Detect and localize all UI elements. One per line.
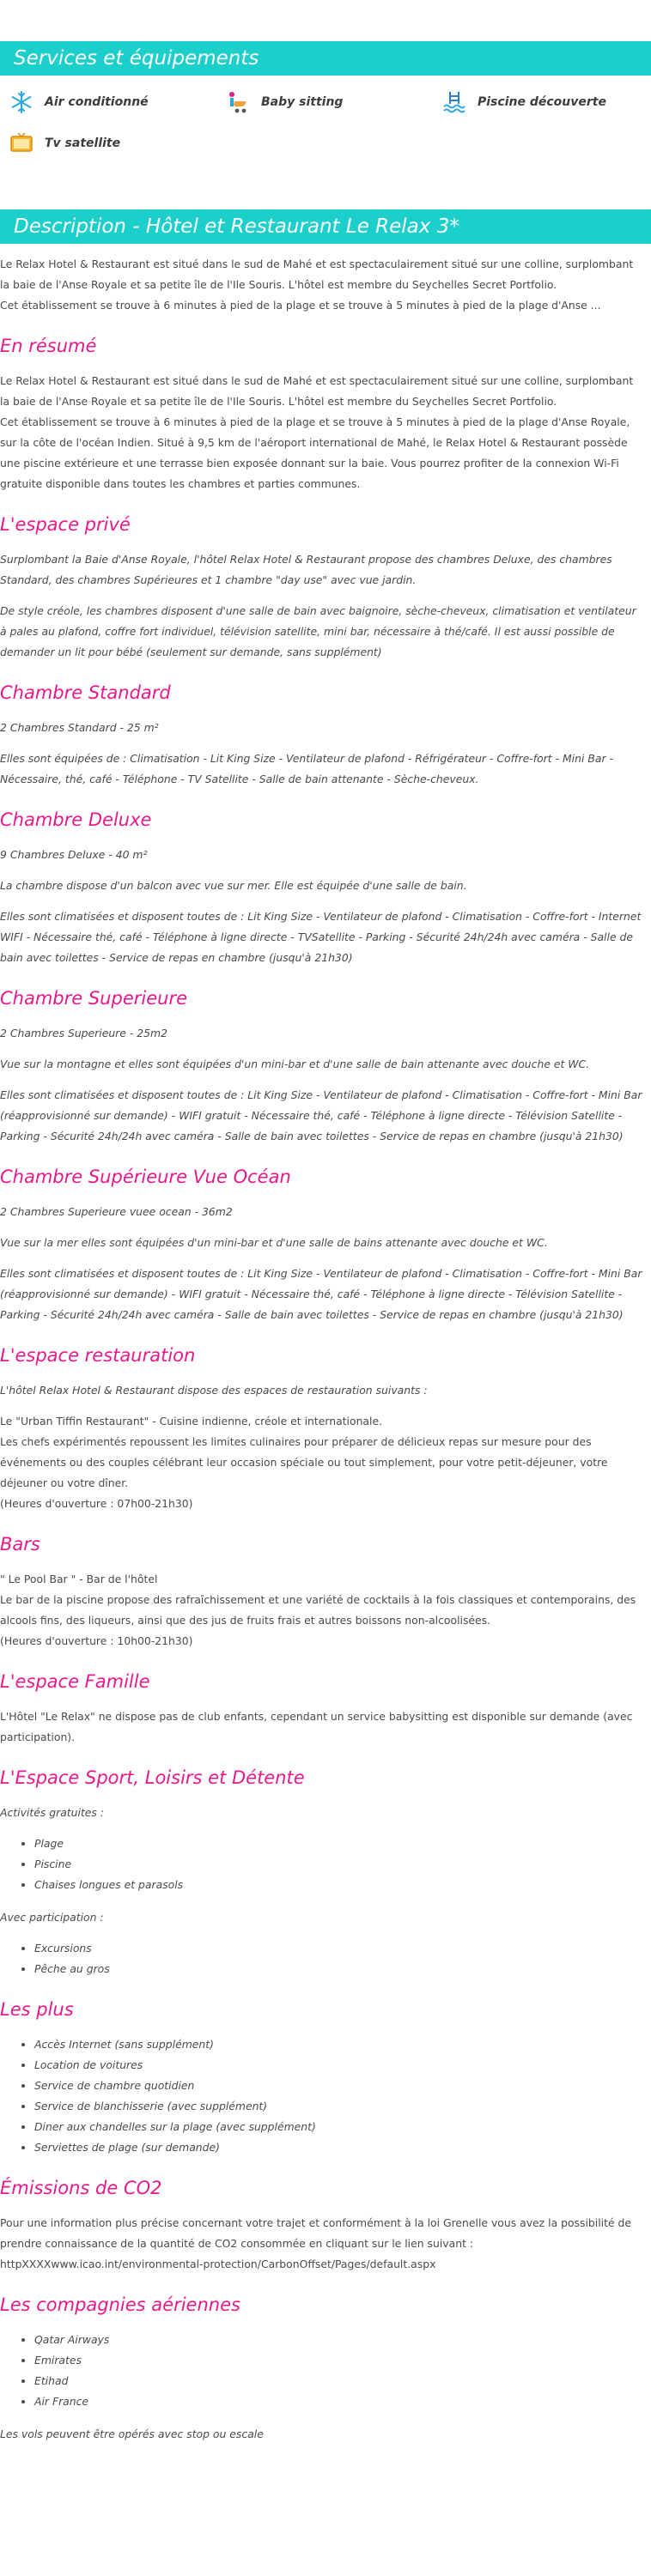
heading-airlines: Les compagnies aériennes <box>0 2294 240 2315</box>
room-equipment: Elles sont équipées de : Climatisation - Lit King Size - Ventilateur de plafond - Réfrigérateur - Coffre-fort - Mini Bar - Nécessaire, thé, café - Téléphone - TV Satellite - Salle de bain attenante - Sèche-cheveux. <box>0 752 613 785</box>
description-intro: Le Relax Hotel & Restaurant est situé dans le sud de Mahé et est spectaculairement situé sur une colline, surplombant la baie de l'Anse Royale et sa petite île de l'Ile Souris. L'hôtel est membre du Seychelles Secret Portfolio. Cet établissement se trouve à 6 minutes à pied de la plage et se trouve à 5 minutes à pied de la plage d'Anse ... <box>0 258 634 312</box>
amenity-label: Baby sitting <box>261 95 344 109</box>
baby-stroller-icon <box>225 89 251 115</box>
list-item: • Pêche au gros <box>34 1959 646 1979</box>
list-item: • Chaises longues et parasols <box>34 1875 646 1895</box>
restaurant-details: Le "Urban Tiffin Restaurant" - Cuisine indienne, créole et internationale. Les chefs expérimentés repoussent les limites culinaires pour préparer de délicieux repas sur mesure pour des événements ou des couples célébrant leur occasion spéciale ou tout simplement, pour votre petit-déjeuner, votre déjeuner ou votre dîner. (Heures d'ouverture : 07h00-21h30) <box>0 1415 608 1510</box>
amenity-air-conditioning <box>9 89 149 115</box>
heading-family: L'espace Famille <box>0 1671 150 1692</box>
room-description: Vue sur la mer elles sont équipées d'un mini-bar et d'une salle de bains attenante avec douche et WC. <box>0 1236 548 1249</box>
heading-private-space: L'espace privé <box>0 514 131 535</box>
private-space-text: De style créole, les chambres disposent d'une salle de bain avec baignoire, sèche-cheveux, climatisation et ventilateur à pales au plafond, coffre fort individuel, télévision satellite, mini bar, nécessaire à thé/café. Il est aussi possible de demander un lit pour bébé (seulement sur demande, sans supplément) <box>0 604 636 658</box>
list-item: • Air France <box>34 2391 646 2412</box>
amenity-label: Air conditionné <box>45 95 149 109</box>
room-equipment: Elles sont climatisées et disposent toutes de : Lit King Size - Ventilateur de plafond - Climatisation - Coffre-fort - Mini Bar (réapprovisionné sur demande) - WIFI gratuit - Nécessaire thé, café - Téléphone à ligne directe - Télévision Satellite - Parking - Sécurité 24h/24h avec caméra - Salle de bain avec toilettes - Service de repas en chambre (jusqu'à 21h30) <box>0 1088 642 1143</box>
list-item: • Service de blanchisserie (avec supplément) <box>34 2096 646 2117</box>
list-item: • Etihad <box>34 2371 646 2391</box>
amenity-outdoor-pool <box>441 89 606 115</box>
free-activities-list <box>0 1834 646 1895</box>
list-item: • Plage <box>34 1834 646 1854</box>
free-activities-label: Activités gratuites : <box>0 1806 104 1819</box>
list-item: • Diner aux chandelles sur la plage (avec supplément) <box>34 2117 646 2137</box>
list-item: • Serviettes de plage (sur demande) <box>34 2137 646 2158</box>
heading-resume: En résumé <box>0 336 97 356</box>
amenity-label: Tv satellite <box>45 136 121 150</box>
heading-sport-leisure: L'Espace Sport, Loisirs et Détente <box>0 1767 305 1788</box>
room-description: Vue sur la montagne et elles sont équipées d'un mini-bar et d'une salle de bain attenante avec douche et WC. <box>0 1058 590 1070</box>
room-count: 2 Chambres Standard - 25 m² <box>0 721 159 734</box>
heading-co2: Émissions de CO2 <box>0 2178 162 2198</box>
amenity-label: Piscine découverte <box>478 95 606 109</box>
heading-superior-room: Chambre Superieure <box>0 988 187 1009</box>
amenity-baby-sitting <box>225 89 343 115</box>
list-item: • Location de voitures <box>34 2055 646 2076</box>
heading-standard-room: Chambre Standard <box>0 682 171 703</box>
airlines-list <box>0 2330 646 2412</box>
paid-activities-list <box>0 1938 646 1979</box>
amenity-satellite-tv <box>9 130 120 156</box>
list-item: • Emirates <box>34 2350 646 2371</box>
co2-text: Pour une information plus précise concernant votre trajet et conformément à la loi Grenelle vous avez la possibilité de prendre connaissance de la quantité de CO2 consommée en cliquant sur le lien suivant : httpXXXXwww.icao.int/environmental-protection/CarbonOffset/Pages/default.aspx <box>0 2216 631 2270</box>
airlines-note: Les vols peuvent être opérés avec stop ou escale <box>0 2428 264 2440</box>
heading-deluxe-room: Chambre Deluxe <box>0 809 152 830</box>
heading-extras: Les plus <box>0 1999 74 2020</box>
room-equipment: Elles sont climatisées et disposent toutes de : Lit King Size - Ventilateur de plafond - Climatisation - Coffre-fort - Internet WIFI - Nécessaire thé, café - Téléphone à ligne directe - TVSatellite - Parking - Sécurité 24h/24h avec caméra - Salle de bain avec toilettes - Service de repas en chambre (jusqu'à 21h30) <box>0 910 642 964</box>
resume-text: Le Relax Hotel & Restaurant est situé dans le sud de Mahé et est spectaculairement situé sur une colline, surplombant la baie de l'Anse Royale et sa petite île de l'Ile Souris. L'hôtel est membre du Seychelles Secret Portfolio. Cet établissement se trouve à 6 minutes à pied de la plage et se trouve à 5 minutes à pied de la plage d'Anse Royale, sur la côte de l'océan Indien. Situé à 9,5 km de l'aéroport international de Mahé, le Relax Hotel & Restaurant possède une piscine extérieure et une terrasse bien exposée donnant sur la baie. Vous pourrez profiter de la connexion Wi-Fi gratuite disponible dans toutes les chambres et parties communes. <box>0 374 634 490</box>
room-equipment: Elles sont climatisées et disposent toutes de : Lit King Size - Ventilateur de plafond - Climatisation - Coffre-fort - Mini Bar (réapprovisionné sur demande) - WIFI gratuit - Nécessaire thé, café - Téléphone à ligne directe - Télévision Satellite - Parking - Sécurité 24h/24h avec caméra - Salle de bain avec toilettes - Service de repas en chambre (jusqu'à 21h30) <box>0 1267 642 1321</box>
list-item: • Service de chambre quotidien <box>34 2076 646 2096</box>
description-section-header: Description - Hôtel et Restaurant Le Relax 3* <box>0 209 651 244</box>
room-count: 2 Chambres Superieure - 25m2 <box>0 1027 167 1039</box>
tv-icon <box>9 130 34 156</box>
room-description: La chambre dispose d'un balcon avec vue sur mer. Elle est équipée d'une salle de bain. <box>0 879 467 892</box>
room-count: 2 Chambres Superieure vuee ocean - 36m2 <box>0 1205 233 1218</box>
list-item: • Excursions <box>34 1938 646 1959</box>
heading-bars: Bars <box>0 1534 40 1555</box>
snowflake-icon <box>9 89 34 115</box>
room-count: 9 Chambres Deluxe - 40 m² <box>0 848 148 861</box>
paid-activities-label: Avec participation : <box>0 1911 104 1924</box>
list-item: • Piscine <box>34 1854 646 1875</box>
heading-restaurant: L'espace restauration <box>0 1345 196 1366</box>
private-space-text: Surplombant la Baie d'Anse Royale, l'hôtel Relax Hotel & Restaurant propose des chambres Deluxe, des chambres Standard, des chambres Supérieures et 1 chambre "day use" avec vue jardin. <box>0 553 612 586</box>
restaurant-text: L'hôtel Relax Hotel & Restaurant dispose des espaces de restauration suivants : <box>0 1384 428 1397</box>
list-item: • Qatar Airways <box>34 2330 646 2350</box>
pool-icon <box>441 89 467 115</box>
family-text: L'Hôtel "Le Relax" ne dispose pas de club enfants, cependant un service babysitting est disponible sur demande (avec participation). <box>0 1710 633 1743</box>
bars-text: " Le Pool Bar " - Bar de l'hôtel Le bar de la piscine propose des rafraîchissement et une variété de cocktails à la fois classiques et contemporains, des alcools fins, des liqueurs, ainsi que des jus de fruits frais et autres boissons non-alcoolisées. (Heures d'ouverture : 10h00-21h30) <box>0 1573 636 1647</box>
list-item: • Accès Internet (sans supplément) <box>34 2034 646 2055</box>
services-section-header: Services et équipements <box>0 41 651 76</box>
extras-list <box>0 2034 646 2158</box>
heading-superior-ocean-view-room: Chambre Supérieure Vue Océan <box>0 1167 291 1187</box>
description-content <box>0 254 646 2455</box>
